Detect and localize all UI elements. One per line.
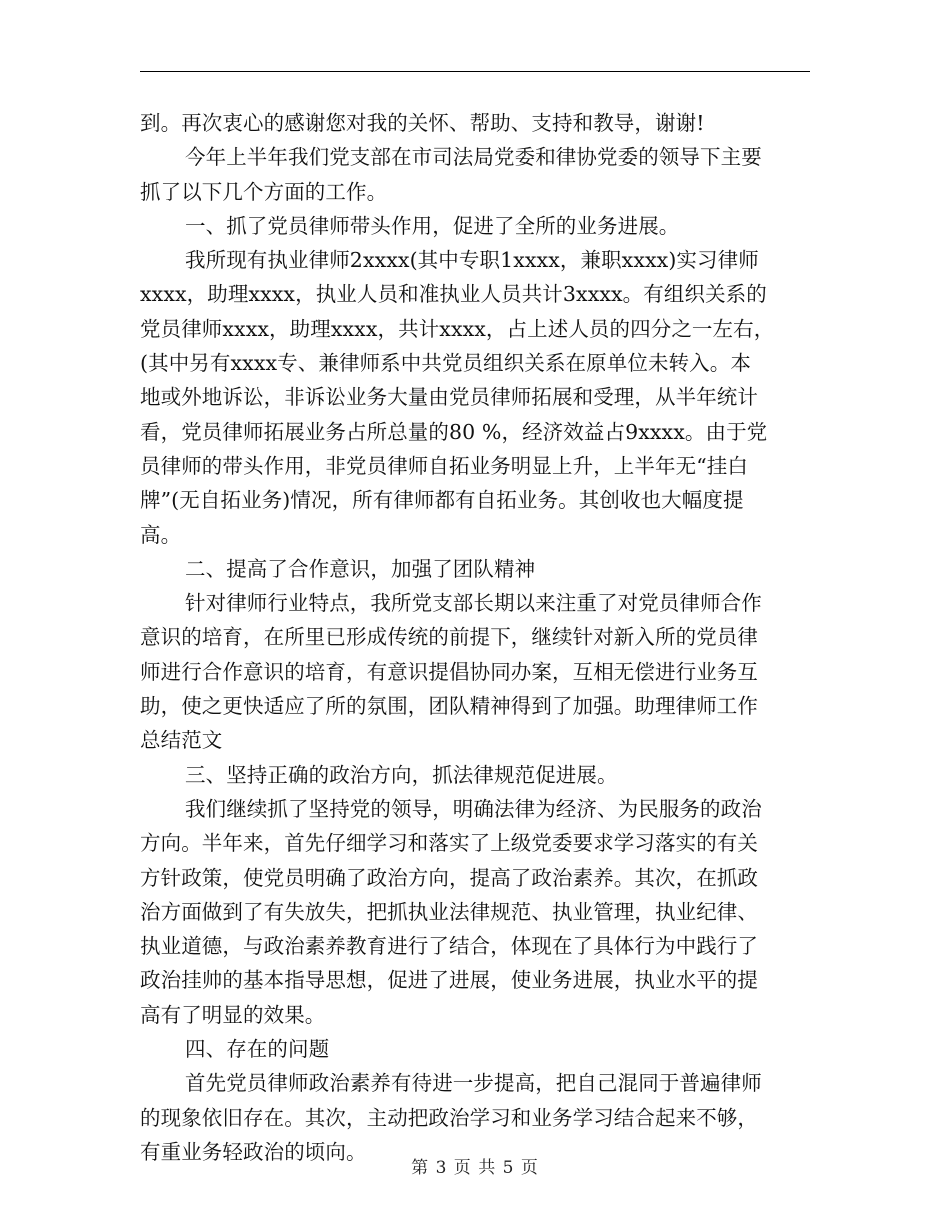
- text-line: 总结范文: [140, 728, 223, 753]
- text-line: 我所现有执业律师2xxxx(其中专职1xxxx，兼职xxxx)实习律师: [185, 248, 759, 273]
- text-line: (其中另有xxxx专、兼律师系中共党员组织关系在原单位未转入。本: [140, 351, 751, 376]
- text-line: 我们继续抓了坚持党的领导，明确法律为经济、为民服务的政治: [185, 796, 762, 821]
- text-line: 地或外地诉讼，非诉讼业务大量由党员律师拓展和受理，从半年统计: [140, 385, 758, 410]
- section-heading-4: 四、存在的问题: [185, 1037, 330, 1062]
- section-heading-1: 一、抓了党员律师带头作用，促进了全所的业务进展。: [185, 213, 680, 238]
- section-heading-2: 二、提高了合作意识，加强了团队精神: [185, 556, 536, 581]
- text-line: 执业道德，与政治素养教育进行了结合，体现在了具体行为中践行了: [140, 934, 758, 959]
- body-text: [140, 106, 800, 1169]
- section-heading-3: 三、坚持正确的政治方向，抓法律规范促进展。: [185, 762, 618, 787]
- text-line: 党员律师xxxx，助理xxxx，共计xxxx，占上述人员的四分之一左右，: [140, 316, 775, 341]
- text-line: 有重业务轻政治的顷向。: [140, 1139, 367, 1164]
- text-line: 师进行合作意识的培育，有意识提倡协同办案，互相无偿进行业务互: [140, 659, 758, 684]
- text-line: 到。再次衷心的感谢您对我的关怀、帮助、支持和教导，谢谢!: [140, 111, 705, 135]
- text-line: 看，党员律师拓展业务占所总量的80 %，经济效益占9xxxx。由于党: [140, 419, 768, 444]
- text-line: 首先党员律师政治素养有待进一步提高，把自己混同于普遍律师: [185, 1071, 762, 1096]
- page-number-footer: 第 3 页 共 5 页: [411, 1158, 539, 1178]
- text-line: 高。: [140, 522, 182, 547]
- text-line: 方向。半年来，首先仔细学习和落实了上级党委要求学习落实的有关: [140, 831, 758, 856]
- text-line: 针对律师行业特点，我所党支部长期以来注重了对党员律师合作: [185, 591, 762, 616]
- text-line: 助，使之更快适应了所的氛围，团队精神得到了加强。助理律师工作: [140, 694, 758, 719]
- text-line: 的现象依旧存在。其次，主动把政治学习和业务学习结合起来不够，: [140, 1105, 758, 1130]
- text-line: xxxx，助理xxxx，执业人员和准执业人员共计3xxxx。有组织关系的: [140, 282, 767, 307]
- text-line: 牌”(无自拓业务)情况，所有律师都有自拓业务。其创收也大幅度提: [140, 488, 744, 513]
- text-line: 方针政策，使党员明确了政治方向，提高了政治素养。其次，在抓政: [140, 865, 758, 890]
- text-line: 治方面做到了有失放失，把抓执业法律规范、执业管理，执业纪律、: [140, 899, 758, 924]
- text-line: 意识的培育，在所里已形成传统的前提下，继续针对新入所的党员律: [140, 625, 758, 650]
- text-line: 员律师的带头作用，非党员律师自拓业务明显上升，上半年无“挂白: [140, 453, 748, 478]
- text-line: 政治挂帅的基本指导思想，促进了进展，使业务进展，执业水平的提: [140, 968, 758, 993]
- text-line: 抓了以下几个方面的工作。: [140, 179, 388, 204]
- text-line: 高有了明显的效果。: [140, 1002, 326, 1027]
- text-line: 今年上半年我们党支部在市司法局党委和律协党委的领导下主要: [185, 145, 762, 170]
- header-rule: [140, 71, 810, 72]
